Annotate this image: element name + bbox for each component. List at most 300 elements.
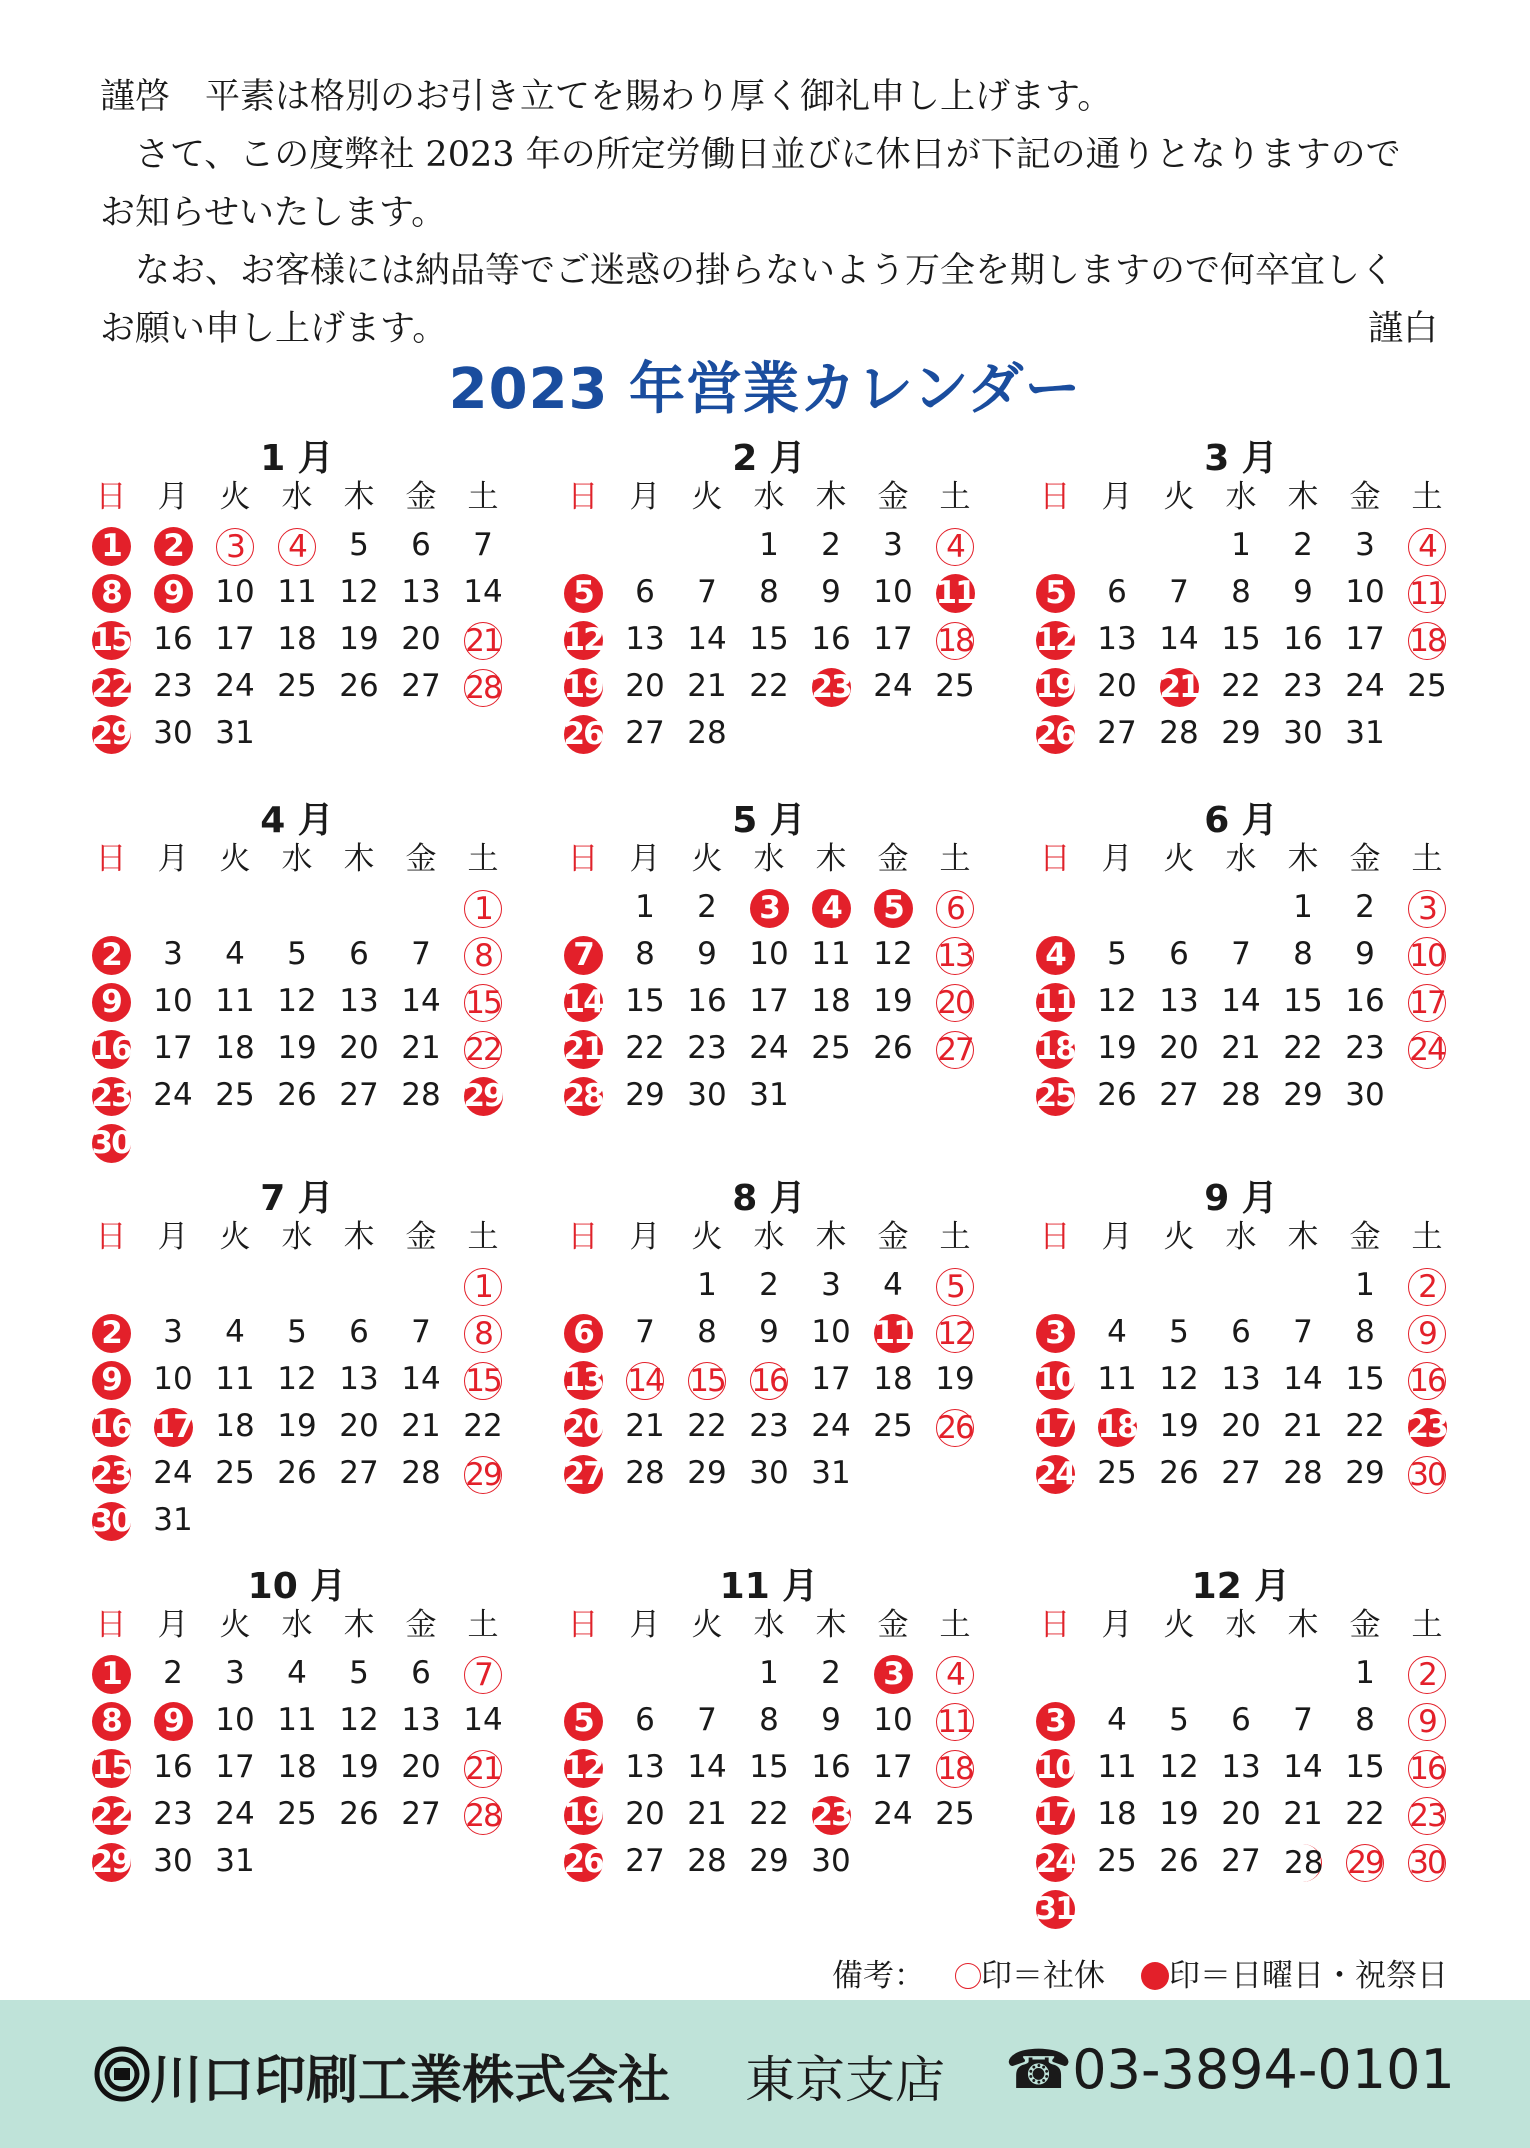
- day-cell: 28: [1283, 1455, 1323, 1491]
- day-cell: 10: [811, 1314, 851, 1350]
- day-cell-company-off: 21: [465, 1750, 501, 1787]
- day-cell: 19: [873, 983, 913, 1019]
- day-cell: 4: [1107, 1702, 1127, 1738]
- day-cell-company-off: 2: [1396, 1650, 1458, 1697]
- day-cell: 24: [811, 1408, 851, 1444]
- day-cell-holiday: 15: [91, 622, 131, 658]
- day-cell: 26: [1159, 1455, 1199, 1491]
- day-cell: 14: [401, 1361, 441, 1397]
- day-cell: 19: [1159, 1408, 1199, 1444]
- day-cell: 25: [215, 1077, 255, 1113]
- day-cell-company-off: 18: [1409, 622, 1445, 659]
- day-cell-holiday: 2: [80, 931, 142, 978]
- month-3: [1024, 430, 1458, 830]
- day-cell: 14: [1159, 621, 1199, 657]
- day-cell: 19: [277, 1408, 317, 1444]
- weekday-header: 木: [1287, 1219, 1319, 1255]
- day-cell: 17: [749, 983, 789, 1019]
- weekday-header: 火: [691, 1219, 723, 1255]
- day-cell: 3: [163, 936, 183, 972]
- day-cell: 24: [153, 1077, 193, 1113]
- day-cell: 24: [153, 1455, 193, 1491]
- day-cell: 10: [1345, 574, 1385, 610]
- day-cell: 6: [635, 574, 655, 610]
- day-cell: 27: [1221, 1843, 1261, 1879]
- day-cell: 14: [1283, 1749, 1323, 1785]
- month-title: 2 月: [732, 438, 806, 479]
- day-cell: 10: [215, 1702, 255, 1738]
- day-cell: 13: [401, 1702, 441, 1738]
- day-cell: 5: [287, 1314, 307, 1350]
- weekday-header: 月: [157, 1607, 189, 1643]
- day-cell: 24: [749, 1030, 789, 1066]
- company-logo-icon: [94, 2046, 150, 2102]
- day-cell: 20: [1221, 1408, 1261, 1444]
- day-cell-holiday: 18: [1097, 1409, 1137, 1445]
- weekday-header: 土: [1411, 1219, 1443, 1255]
- day-cell: 1: [1293, 889, 1313, 925]
- day-cell: 20: [1097, 668, 1137, 704]
- day-cell: 16: [687, 983, 727, 1019]
- month-title: 11 月: [719, 1566, 819, 1607]
- day-cell: 1: [1355, 1655, 1375, 1691]
- day-cell-holiday: 23: [811, 1797, 851, 1833]
- day-cell-holiday: 23: [91, 1078, 131, 1114]
- weekday-header: 木: [343, 841, 375, 877]
- weekday-header: 木: [343, 1219, 375, 1255]
- day-cell: 28: [401, 1077, 441, 1113]
- day-cell: 10: [749, 936, 789, 972]
- day-cell-holiday: 23: [91, 1456, 131, 1492]
- day-cell-holiday: 10: [1035, 1362, 1075, 1398]
- day-cell: 27: [1221, 1455, 1261, 1491]
- day-cell-company-off: 3: [204, 522, 266, 569]
- day-cell-holiday: 30: [91, 1125, 131, 1161]
- weekday-header: 土: [939, 841, 971, 877]
- day-cell: 25: [1097, 1843, 1137, 1879]
- day-cell: 20: [625, 668, 665, 704]
- day-cell: 28: [625, 1455, 665, 1491]
- day-cell: 27: [401, 668, 441, 704]
- day-cell: 6: [1107, 574, 1127, 610]
- day-cell-holiday: 24: [1035, 1844, 1075, 1880]
- day-cell: 31: [749, 1077, 789, 1113]
- day-cell: 6: [1231, 1314, 1251, 1350]
- weekday-header: 土: [939, 1607, 971, 1643]
- day-cell: 15: [1345, 1749, 1385, 1785]
- day-cell-holiday: 28: [563, 1078, 603, 1114]
- weekday-header: 月: [629, 479, 661, 515]
- day-cell: 6: [411, 1655, 431, 1691]
- day-cell: 20: [1159, 1030, 1199, 1066]
- day-cell-company-off: 20: [937, 984, 973, 1021]
- weekday-header: 水: [753, 1219, 785, 1255]
- day-cell: 21: [1221, 1030, 1261, 1066]
- day-cell: 31: [1345, 715, 1385, 751]
- day-cell: 30: [1345, 1077, 1385, 1113]
- month-11: [552, 1558, 986, 1958]
- day-cell: 24: [873, 668, 913, 704]
- day-cell: 12: [1097, 983, 1137, 1019]
- letter-line-3: お知らせいたします。: [100, 193, 447, 233]
- day-cell: 31: [215, 1843, 255, 1879]
- day-cell: 15: [1345, 1361, 1385, 1397]
- day-cell: 8: [697, 1314, 717, 1350]
- day-cell: 22: [687, 1408, 727, 1444]
- day-cell: 11: [277, 1702, 317, 1738]
- weekday-header: 木: [1287, 479, 1319, 515]
- weekday-header: 日: [95, 841, 127, 877]
- day-cell: 15: [1221, 621, 1261, 657]
- weekday-header: 水: [753, 841, 785, 877]
- day-cell: 31: [153, 1502, 193, 1538]
- day-cell-holiday: 18: [1035, 1031, 1075, 1067]
- weekday-header: 月: [629, 1219, 661, 1255]
- day-cell-holiday: 29: [91, 1844, 131, 1880]
- day-cell: 6: [349, 936, 369, 972]
- day-cell: 4: [225, 1314, 245, 1350]
- month-title: 6 月: [1204, 800, 1278, 841]
- day-cell-holiday: 9: [80, 1356, 142, 1403]
- day-cell: 17: [1345, 621, 1385, 657]
- day-cell-holiday: 19: [1035, 669, 1075, 705]
- day-cell: 21: [687, 668, 727, 704]
- day-cell-holiday: 26: [563, 1844, 603, 1880]
- day-cell-holiday: 17: [1035, 1797, 1075, 1833]
- day-cell: 28: [687, 1843, 727, 1879]
- day-cell-holiday: 3: [1024, 1309, 1086, 1356]
- day-cell: 26: [873, 1030, 913, 1066]
- weekday-header: 日: [567, 841, 599, 877]
- day-cell: 27: [1159, 1077, 1199, 1113]
- day-cell: 1: [759, 1655, 779, 1691]
- day-cell: 5: [1107, 936, 1127, 972]
- legend-holiday-text: 印＝日曜日・祝祭日: [1169, 1958, 1448, 1994]
- day-cell: 25: [1407, 668, 1447, 704]
- day-cell: 24: [1345, 668, 1385, 704]
- day-cell: 29: [749, 1843, 789, 1879]
- day-cell-company-off: 11: [1409, 575, 1445, 612]
- weekday-header: 水: [1225, 479, 1257, 515]
- day-cell: 14: [1221, 983, 1261, 1019]
- day-cell: 8: [759, 574, 779, 610]
- day-cell: 26: [1159, 1843, 1199, 1879]
- weekday-header: 火: [691, 479, 723, 515]
- day-cell: 20: [339, 1030, 379, 1066]
- day-cell: 14: [463, 574, 503, 610]
- day-cell: 22: [1283, 1030, 1323, 1066]
- day-cell: 2: [1355, 889, 1375, 925]
- day-cell: 20: [625, 1796, 665, 1832]
- day-cell-holiday: 8: [80, 1697, 142, 1744]
- month-1: [80, 430, 514, 830]
- weekday-header: 月: [1101, 1219, 1133, 1255]
- day-cell: 3: [1355, 527, 1375, 563]
- month-5: [552, 792, 986, 1192]
- day-cell: 2: [759, 1267, 779, 1303]
- month-9: [1024, 1170, 1458, 1570]
- day-cell: 6: [349, 1314, 369, 1350]
- day-cell: 8: [1293, 936, 1313, 972]
- day-cell: 30: [1283, 715, 1323, 751]
- day-cell: 26: [1097, 1077, 1137, 1113]
- day-cell-company-off: 28: [465, 1797, 501, 1834]
- weekday-header: 月: [629, 841, 661, 877]
- month-8: [552, 1170, 986, 1570]
- weekday-header: 金: [1349, 841, 1381, 877]
- day-cell: 13: [1097, 621, 1137, 657]
- day-cell: 13: [401, 574, 441, 610]
- day-cell: 25: [277, 668, 317, 704]
- day-cell-company-off: 9: [1396, 1697, 1458, 1744]
- weekday-header: 水: [753, 1607, 785, 1643]
- ring-circle-icon: [955, 1963, 981, 1989]
- day-cell-holiday: 17: [1035, 1409, 1075, 1445]
- day-cell: 4: [287, 1655, 307, 1691]
- day-cell: 7: [1293, 1702, 1313, 1738]
- day-cell: 16: [153, 621, 193, 657]
- day-cell-holiday: 3: [1024, 1697, 1086, 1744]
- day-cell: 1: [1355, 1267, 1375, 1303]
- day-cell: 23: [749, 1408, 789, 1444]
- day-cell: 7: [697, 1702, 717, 1738]
- day-cell-company-off: 24: [1409, 1031, 1445, 1068]
- day-cell: 21: [625, 1408, 665, 1444]
- day-cell: 21: [1283, 1408, 1323, 1444]
- day-cell: 27: [625, 715, 665, 751]
- footer-bar: [0, 2000, 1530, 2148]
- day-cell-holiday: 23: [1407, 1409, 1447, 1445]
- weekday-header: 木: [343, 479, 375, 515]
- day-cell: 11: [277, 574, 317, 610]
- day-cell: 18: [873, 1361, 913, 1397]
- day-cell-company-off: 11: [937, 1703, 973, 1740]
- day-cell-company-off: 27: [937, 1031, 973, 1068]
- day-cell: 17: [153, 1030, 193, 1066]
- day-cell-company-off: 15: [465, 984, 501, 1021]
- weekday-header: 火: [219, 1219, 251, 1255]
- day-cell-company-off: 18: [937, 1750, 973, 1787]
- day-cell: 27: [339, 1077, 379, 1113]
- day-cell-holiday: 29: [463, 1078, 503, 1114]
- legend-label: 備考：: [832, 1958, 925, 1994]
- day-cell: 16: [811, 1749, 851, 1785]
- weekday-header: 火: [691, 841, 723, 877]
- day-cell: 23: [687, 1030, 727, 1066]
- day-cell-holiday: 30: [91, 1503, 131, 1539]
- day-cell: 31: [811, 1455, 851, 1491]
- month-title: 8 月: [732, 1178, 806, 1219]
- weekday-header: 木: [815, 1219, 847, 1255]
- day-cell: 14: [687, 621, 727, 657]
- day-cell: 5: [287, 936, 307, 972]
- day-cell: 2: [821, 527, 841, 563]
- day-cell: 6: [1169, 936, 1189, 972]
- letter-line-1: 謹啓 平素は格別のお引き立てを賜わり厚く御礼申し上げます。: [100, 77, 1113, 117]
- day-cell: 17: [215, 1749, 255, 1785]
- month-title: 12 月: [1191, 1566, 1291, 1607]
- day-cell: 29: [687, 1455, 727, 1491]
- day-cell: 23: [1345, 1030, 1385, 1066]
- day-cell: 18: [1097, 1796, 1137, 1832]
- weekday-header: 土: [1411, 479, 1443, 515]
- day-cell: 24: [215, 668, 255, 704]
- day-cell: 3: [225, 1655, 245, 1691]
- day-cell: 25: [215, 1455, 255, 1491]
- day-cell: 1: [1231, 527, 1251, 563]
- letter-line-2: さて、この度弊社 2023 年の所定労働日並びに休日が下記の通りとなりますので: [100, 135, 1401, 175]
- weekday-header: 月: [1101, 1607, 1133, 1643]
- day-cell-company-off: 5: [924, 1262, 986, 1309]
- phone-number: ☎03-3894-0101: [1005, 2038, 1455, 2101]
- day-cell: 4: [883, 1267, 903, 1303]
- day-cell: 26: [277, 1455, 317, 1491]
- weekday-header: 水: [281, 1219, 313, 1255]
- day-cell: 29: [1283, 1077, 1323, 1113]
- day-cell-company-off: 23: [1409, 1797, 1445, 1834]
- day-cell-holiday: 19: [563, 1797, 603, 1833]
- weekday-header: 金: [877, 479, 909, 515]
- day-cell: 15: [749, 1749, 789, 1785]
- day-cell: 28: [401, 1455, 441, 1491]
- weekday-header: 土: [467, 1607, 499, 1643]
- day-cell: 15: [1283, 983, 1323, 1019]
- day-cell: 13: [625, 621, 665, 657]
- day-cell: 12: [1159, 1749, 1199, 1785]
- day-cell: 14: [1283, 1361, 1323, 1397]
- day-cell-holiday: 2: [142, 522, 204, 569]
- weekday-header: 日: [95, 479, 127, 515]
- day-cell: 21: [401, 1030, 441, 1066]
- day-cell: 9: [1355, 936, 1375, 972]
- day-cell: 2: [163, 1655, 183, 1691]
- weekday-header: 金: [405, 1607, 437, 1643]
- day-cell: 22: [625, 1030, 665, 1066]
- day-cell: 3: [821, 1267, 841, 1303]
- day-cell: 16: [1283, 621, 1323, 657]
- weekday-header: 土: [939, 479, 971, 515]
- day-cell: 1: [697, 1267, 717, 1303]
- month-title: 5 月: [732, 800, 806, 841]
- day-cell: 19: [277, 1030, 317, 1066]
- day-cell: 26: [339, 1796, 379, 1832]
- day-cell: 22: [1345, 1408, 1385, 1444]
- day-cell-holiday: 4: [800, 884, 862, 931]
- day-cell: 22: [1221, 668, 1261, 704]
- weekday-header: 月: [157, 479, 189, 515]
- weekday-header: 土: [939, 1219, 971, 1255]
- weekday-header: 金: [877, 841, 909, 877]
- weekday-header: 水: [281, 1607, 313, 1643]
- weekday-header: 日: [95, 1219, 127, 1255]
- day-cell: 1: [635, 889, 655, 925]
- legend: [832, 1950, 1448, 1995]
- day-cell-company-off: 15: [689, 1362, 725, 1399]
- day-cell: 15: [625, 983, 665, 1019]
- day-cell-holiday: 24: [1035, 1456, 1075, 1492]
- month-title: 1 月: [260, 438, 334, 479]
- day-cell: 25: [873, 1408, 913, 1444]
- day-cell-company-off: 30: [1409, 1456, 1445, 1493]
- day-cell-company-off: 8: [452, 931, 514, 978]
- letter-closing: 謹白: [1367, 309, 1438, 349]
- day-cell-holiday: 9: [142, 1697, 204, 1744]
- day-cell-holiday: 16: [91, 1031, 131, 1067]
- day-cell: 27: [401, 1796, 441, 1832]
- day-cell: 2: [821, 1655, 841, 1691]
- day-cell: 9: [759, 1314, 779, 1350]
- day-cell: 14: [463, 1702, 503, 1738]
- day-cell: 12: [339, 1702, 379, 1738]
- weekday-header: 火: [219, 479, 251, 515]
- weekday-header: 金: [877, 1219, 909, 1255]
- day-cell: 16: [1345, 983, 1385, 1019]
- weekday-header: 日: [1039, 1607, 1071, 1643]
- day-cell-company-off: 28: [465, 669, 501, 706]
- filled-circle-icon: [1141, 1962, 1169, 1990]
- day-cell: 18: [277, 1749, 317, 1785]
- day-cell: 20: [401, 1749, 441, 1785]
- day-cell: 22: [1345, 1796, 1385, 1832]
- day-cell: 19: [1159, 1796, 1199, 1832]
- weekday-header: 金: [1349, 1219, 1381, 1255]
- day-cell: 7: [411, 936, 431, 972]
- weekday-header: 火: [1163, 1219, 1195, 1255]
- day-cell-company-off: 22: [465, 1031, 501, 1068]
- legend-off-text: 印＝社休: [981, 1958, 1105, 1994]
- day-cell: 17: [873, 621, 913, 657]
- day-cell-company-off: 1: [452, 1262, 514, 1309]
- day-cell: 29: [1345, 1455, 1385, 1491]
- day-cell-holiday: 22: [91, 1797, 131, 1833]
- day-cell: 13: [339, 1361, 379, 1397]
- weekday-header: 水: [1225, 1607, 1257, 1643]
- day-cell: 20: [339, 1408, 379, 1444]
- day-cell: 12: [339, 574, 379, 610]
- day-cell: 16: [811, 621, 851, 657]
- month-7: [80, 1170, 514, 1570]
- day-cell: 10: [873, 574, 913, 610]
- day-cell-company-off: 16: [1409, 1750, 1445, 1787]
- day-cell: 7: [635, 1314, 655, 1350]
- day-cell-company-off: 26: [937, 1409, 973, 1446]
- day-cell-holiday: 14: [563, 984, 603, 1020]
- weekday-header: 金: [1349, 479, 1381, 515]
- day-cell: 26: [277, 1077, 317, 1113]
- day-cell-half-off: 28: [1284, 1844, 1324, 1881]
- day-cell-holiday: 3: [862, 1650, 924, 1697]
- weekday-header: 火: [219, 841, 251, 877]
- weekday-header: 水: [1225, 841, 1257, 877]
- day-cell: 18: [277, 621, 317, 657]
- day-cell-holiday: 12: [563, 622, 603, 658]
- weekday-header: 木: [815, 1607, 847, 1643]
- day-cell: 12: [277, 1361, 317, 1397]
- day-cell: 31: [215, 715, 255, 751]
- weekday-header: 火: [691, 1607, 723, 1643]
- day-cell-company-off: 8: [452, 1309, 514, 1356]
- day-cell: 19: [1097, 1030, 1137, 1066]
- day-cell-company-off: 4: [1396, 522, 1458, 569]
- month-10: [80, 1558, 514, 1958]
- day-cell: 7: [411, 1314, 431, 1350]
- day-cell-holiday: 29: [91, 716, 131, 752]
- day-cell-holiday: 9: [80, 978, 142, 1025]
- day-cell-holiday: 12: [1035, 622, 1075, 658]
- day-cell: 13: [1221, 1749, 1261, 1785]
- day-cell: 5: [1169, 1314, 1189, 1350]
- day-cell: 11: [1097, 1749, 1137, 1785]
